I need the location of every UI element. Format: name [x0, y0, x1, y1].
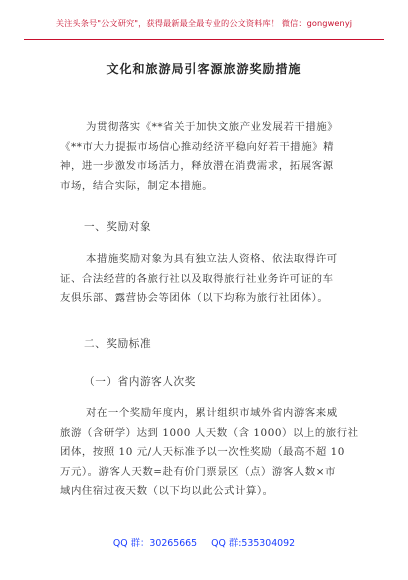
- subsection-heading-visitor-award: （一）省内游客人次奖: [84, 376, 196, 388]
- paragraph-line: 友俱乐部、露营协会等团体（以下均称为旅行社团体）。: [60, 292, 329, 304]
- intro-line: 为贯彻落实《**省关于加快文旅产业发展若干措施》: [86, 121, 339, 133]
- paragraph-line: 万元）。游客人天数=赴有价门票景区（点）游客人数×市: [60, 465, 336, 478]
- reward-targets-paragraph: [60, 250, 360, 309]
- visitor-award-paragraph: [60, 404, 360, 502]
- intro-paragraph: [60, 118, 360, 196]
- intro-line: 神，进一步激发市场活力，释放潜在消费需求，拓展客源: [60, 160, 334, 172]
- section-heading-reward-standards: 二、奖励标准: [84, 338, 152, 350]
- paragraph-line: 对在一个奖励年度内，累计组织市域外省内游客来威: [86, 407, 338, 419]
- paragraph-line: 团体，按照 10 元/人天标准予以一次性奖励（最高不超 10: [60, 446, 345, 458]
- header-banner: 关注头条号"公文研究"，获得最新最全最专业的公文资料库！ 微信：gongwenyj: [55, 18, 353, 28]
- paragraph-line: 旅游（含研学）达到 1000 人天数（含 1000）以上的旅行社: [60, 426, 359, 439]
- paragraph-line: 证、合法经营的各旅行社以及取得旅行社业务许可证的车: [60, 272, 334, 285]
- paragraph-line: 域内住宿过夜天数（以下均以此公式计算）。: [60, 485, 274, 497]
- footer-qq-group-1: QQ 群：30265665: [112, 538, 198, 549]
- footer-qq-group-2: QQ 群:535304092: [211, 538, 296, 549]
- footer: [0, 535, 408, 549]
- intro-line: 市场，结合实际，制定本措施。: [60, 179, 214, 192]
- header-divider: [24, 39, 384, 40]
- paragraph-line: 本措施奖励对象为具有独立法人资格、依法取得许可: [86, 253, 338, 265]
- section-heading-reward-targets: 一、奖励对象: [84, 221, 152, 233]
- document-title: 文化和旅游局引客源旅游奖励措施: [106, 62, 302, 76]
- intro-line: 《**市大力提振市场信心推动经济平稳向好若干措施》精: [60, 140, 335, 153]
